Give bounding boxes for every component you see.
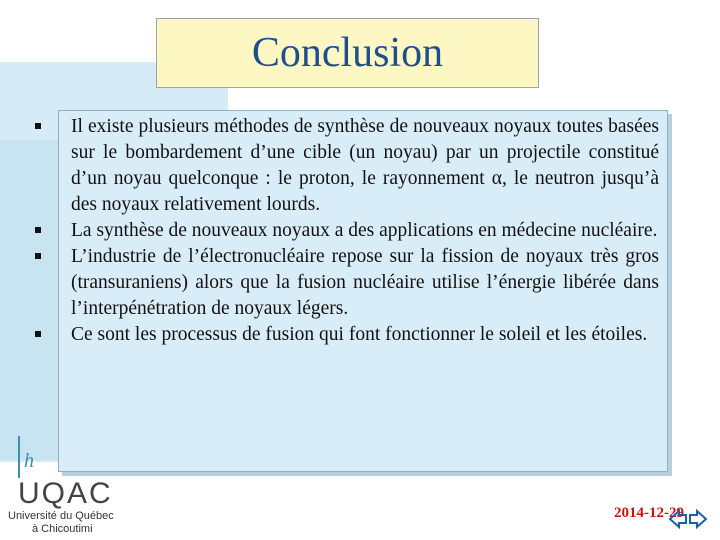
title-box	[156, 18, 539, 88]
square-bullet-icon	[35, 253, 41, 259]
list-item	[59, 322, 669, 348]
bullet-text: Ce sont les processus de fusion qui font fonctionner le soleil et les étoiles.	[71, 324, 648, 345]
side-mark: h	[24, 450, 34, 472]
uqac-logo	[2, 478, 122, 536]
arrow-right-icon[interactable]	[688, 508, 708, 530]
list-item	[59, 244, 669, 322]
bullet-list	[59, 114, 669, 348]
slide-navigation	[668, 508, 708, 530]
arrow-left-icon[interactable]	[668, 508, 688, 530]
list-item	[59, 114, 669, 218]
logo-line-2: à Chicoutimi	[32, 523, 93, 535]
bullet-text: L’industrie de l’électronucléaire repose sur la fission de noyaux très gros (transuraniens) alors que la fusion nucléaire utilise l’énergie libérée dans l’interpénétration de noyaux légers.	[71, 246, 659, 319]
square-bullet-icon	[35, 123, 41, 129]
content-box	[58, 110, 668, 472]
bullet-text: Il existe plusieurs méthodes de synthèse de nouveaux noyaux toutes basées sur le bombardement d’une cible (un noyau) par un projectile constitué d’un noyau quelconque : le proton, le rayonnement α, le neutron jusqu’à des noyaux relativement lourds.	[71, 116, 659, 215]
list-item	[59, 218, 669, 244]
square-bullet-icon	[35, 331, 41, 337]
slide-date: 2014-12-29	[614, 505, 684, 521]
page-title: Conclusion	[251, 30, 444, 76]
square-bullet-icon	[35, 227, 41, 233]
logo-line-1: Université du Québec	[8, 510, 114, 522]
logo-wordmark: UQAC	[18, 477, 113, 510]
side-line	[18, 436, 20, 478]
bullet-text: La synthèse de nouveaux noyaux a des applications en médecine nucléaire.	[71, 220, 658, 241]
